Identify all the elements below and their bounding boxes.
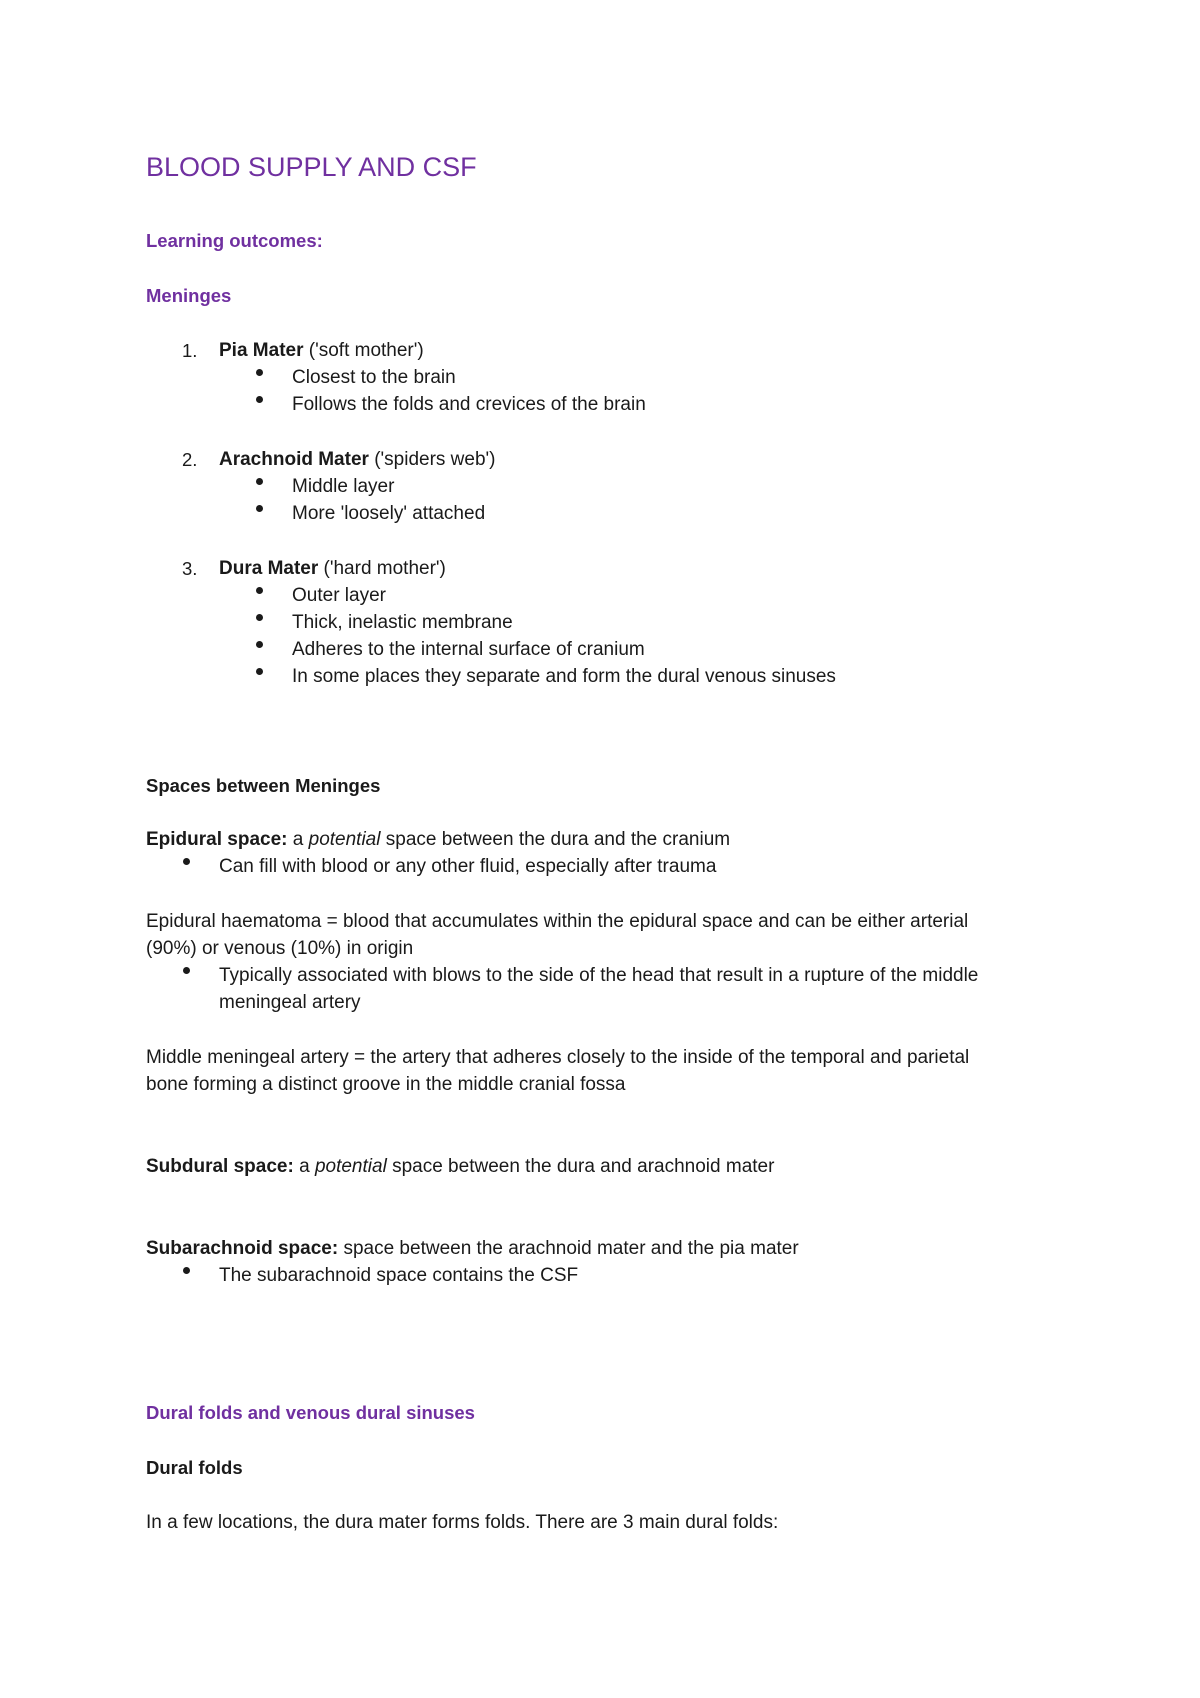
list-item: Follows the folds and crevices of the brain [292, 394, 646, 415]
bullet-icon [183, 967, 190, 974]
learning-outcomes-heading: Learning outcomes: [146, 230, 323, 251]
list-item: More 'loosely' attached [292, 503, 486, 524]
meninge-title: Dura Mater ('hard mother') [219, 558, 446, 579]
list-item: The subarachnoid space contains the CSF [219, 1265, 579, 1286]
list-item: Adheres to the internal surface of cranium [292, 639, 645, 660]
list-number: 1. [182, 340, 198, 361]
epidural-definition: Epidural space: a potential space between the dura and the cranium [146, 829, 731, 850]
subarachnoid-definition: Subarachnoid space: space between the arachnoid mater and the pia mater [146, 1238, 799, 1259]
bullet-icon [256, 614, 263, 621]
middle-meningeal-line-2: bone forming a distinct groove in the middle cranial fossa [146, 1074, 626, 1095]
bullet-icon [256, 478, 263, 485]
bullet-icon [256, 396, 263, 403]
list-item: Can fill with blood or any other fluid, especially after trauma [219, 856, 717, 877]
list-item: Closest to the brain [292, 367, 456, 388]
bullet-icon [256, 505, 263, 512]
bullet-icon [183, 858, 190, 865]
subdural-definition: Subdural space: a potential space between the dura and arachnoid mater [146, 1156, 775, 1177]
bullet-icon [183, 1267, 190, 1274]
list-item-continuation: meningeal artery [219, 992, 361, 1013]
list-item: Thick, inelastic membrane [292, 612, 513, 633]
bullet-icon [256, 587, 263, 594]
bullet-icon [256, 668, 263, 675]
page-title: BLOOD SUPPLY AND CSF [146, 152, 477, 182]
dural-heading: Dural folds and venous dural sinuses [146, 1402, 475, 1423]
meninge-title: Arachnoid Mater ('spiders web') [219, 449, 496, 470]
middle-meningeal-line-1: Middle meningeal artery = the artery that adheres closely to the inside of the temporal and parietal [146, 1047, 970, 1068]
list-item: Middle layer [292, 476, 395, 497]
list-number: 3. [182, 558, 198, 579]
list-item: Typically associated with blows to the side of the head that result in a rupture of the middle [219, 965, 979, 986]
dural-folds-text: In a few locations, the dura mater forms folds. There are 3 main dural folds: [146, 1512, 779, 1533]
list-item: In some places they separate and form the dural venous sinuses [292, 666, 836, 687]
bullet-icon [256, 641, 263, 648]
list-item: Outer layer [292, 585, 386, 606]
list-number: 2. [182, 449, 198, 470]
bullet-icon [256, 369, 263, 376]
meninge-title: Pia Mater ('soft mother') [219, 340, 424, 361]
haematoma-line-1: Epidural haematoma = blood that accumulates within the epidural space and can be either arterial [146, 911, 969, 932]
spaces-heading: Spaces between Meninges [146, 775, 381, 796]
haematoma-line-2: (90%) or venous (10%) in origin [146, 938, 414, 959]
dural-folds-heading: Dural folds [146, 1457, 243, 1478]
meninges-heading: Meninges [146, 285, 232, 306]
